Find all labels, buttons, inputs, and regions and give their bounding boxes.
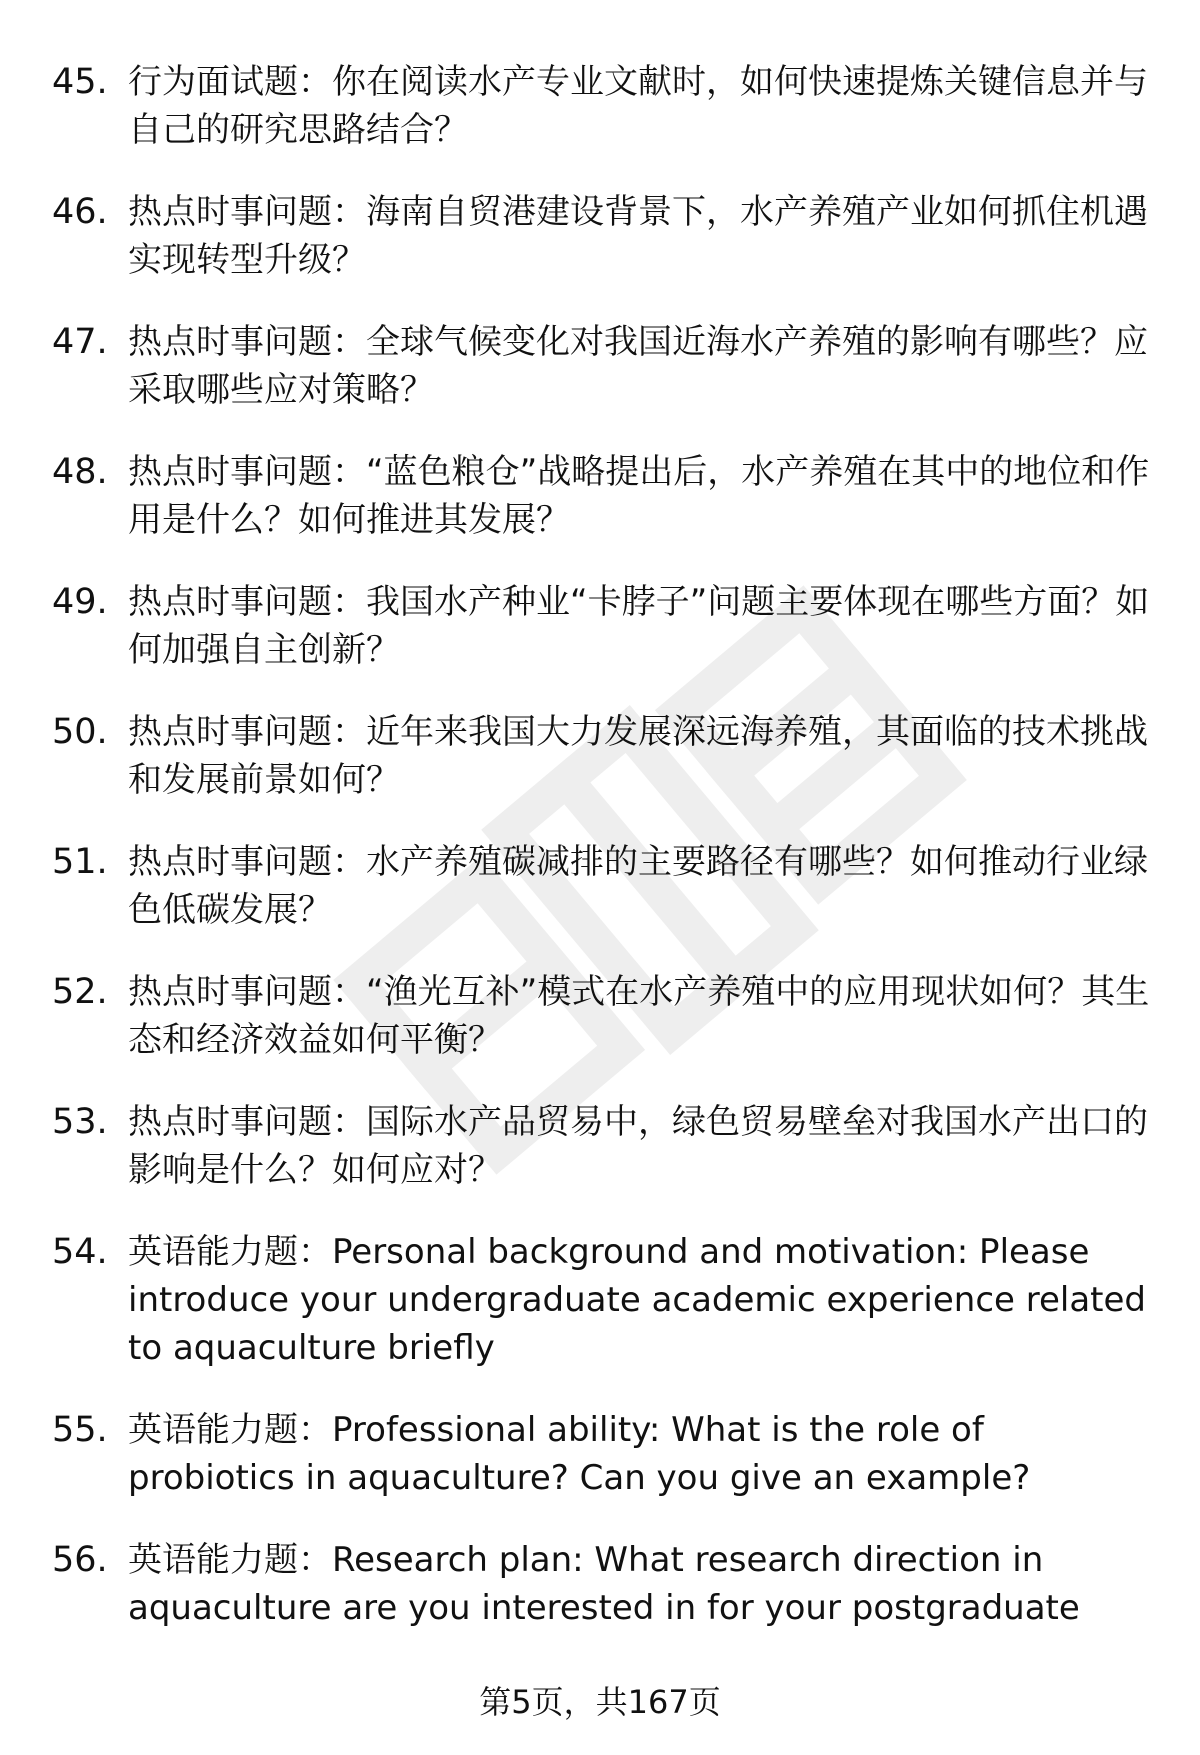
question-number: 52. bbox=[52, 972, 108, 1012]
question-item bbox=[52, 1228, 1152, 1372]
question-item bbox=[52, 708, 1152, 804]
question-text: 热点时事问题：海南自贸港建设背景下，水产养殖产业如何抓住机遇实现转型升级？ bbox=[128, 192, 1148, 280]
question-text: 行为面试题：你在阅读水产专业文献时，如何快速提炼关键信息并与自己的研究思路结合？ bbox=[128, 62, 1148, 150]
question-text: 热点时事问题：水产养殖碳减排的主要路径有哪些？如何推动行业绿色低碳发展？ bbox=[128, 842, 1148, 930]
question-list bbox=[52, 58, 1152, 1666]
question-text: 英语能力题：Research plan: What research direction in aquaculture are you interested in for your postgraduate bbox=[128, 1540, 1080, 1628]
question-text: 热点时事问题：我国水产种业“卡脖子”问题主要体现在哪些方面？如何加强自主创新？ bbox=[128, 582, 1150, 670]
question-number: 55. bbox=[52, 1410, 108, 1450]
question-number: 47. bbox=[52, 322, 108, 362]
question-item bbox=[52, 578, 1152, 674]
page-footer: 第5页，共167页 bbox=[479, 1683, 721, 1721]
question-item bbox=[52, 1536, 1152, 1632]
question-number: 53. bbox=[52, 1102, 108, 1142]
question-number: 45. bbox=[52, 62, 108, 102]
question-number: 46. bbox=[52, 192, 108, 232]
question-number: 49. bbox=[52, 582, 108, 622]
question-text: 热点时事问题：“渔光互补”模式在水产养殖中的应用现状如何？其生态和经济效益如何平衡？ bbox=[128, 972, 1150, 1060]
question-item bbox=[52, 1406, 1152, 1502]
question-text: 英语能力题：Personal background and motivation: Please introduce your undergraduate academic experience related to aquaculture briefly bbox=[128, 1232, 1147, 1368]
question-text: 热点时事问题：近年来我国大力发展深远海养殖，其面临的技术挑战和发展前景如何？ bbox=[128, 712, 1148, 800]
question-text: 热点时事问题：全球气候变化对我国近海水产养殖的影响有哪些？应采取哪些应对策略？ bbox=[128, 322, 1148, 410]
question-item bbox=[52, 1098, 1152, 1194]
question-item bbox=[52, 318, 1152, 414]
question-item bbox=[52, 448, 1152, 544]
question-item bbox=[52, 968, 1152, 1064]
question-number: 56. bbox=[52, 1540, 108, 1580]
question-item bbox=[52, 838, 1152, 934]
question-text: 英语能力题：Professional ability: What is the role of probiotics in aquaculture? Can you give an example? bbox=[128, 1410, 1031, 1498]
question-item bbox=[52, 188, 1152, 284]
question-text: 热点时事问题：国际水产品贸易中，绿色贸易壁垒对我国水产出口的影响是什么？如何应对？ bbox=[128, 1102, 1148, 1190]
question-item bbox=[52, 58, 1152, 154]
question-number: 51. bbox=[52, 842, 108, 882]
question-number: 48. bbox=[52, 452, 108, 492]
question-number: 54. bbox=[52, 1232, 108, 1272]
question-number: 50. bbox=[52, 712, 108, 752]
question-text: 热点时事问题：“蓝色粮仓”战略提出后，水产养殖在其中的地位和作用是什么？如何推进其发展？ bbox=[128, 452, 1150, 540]
